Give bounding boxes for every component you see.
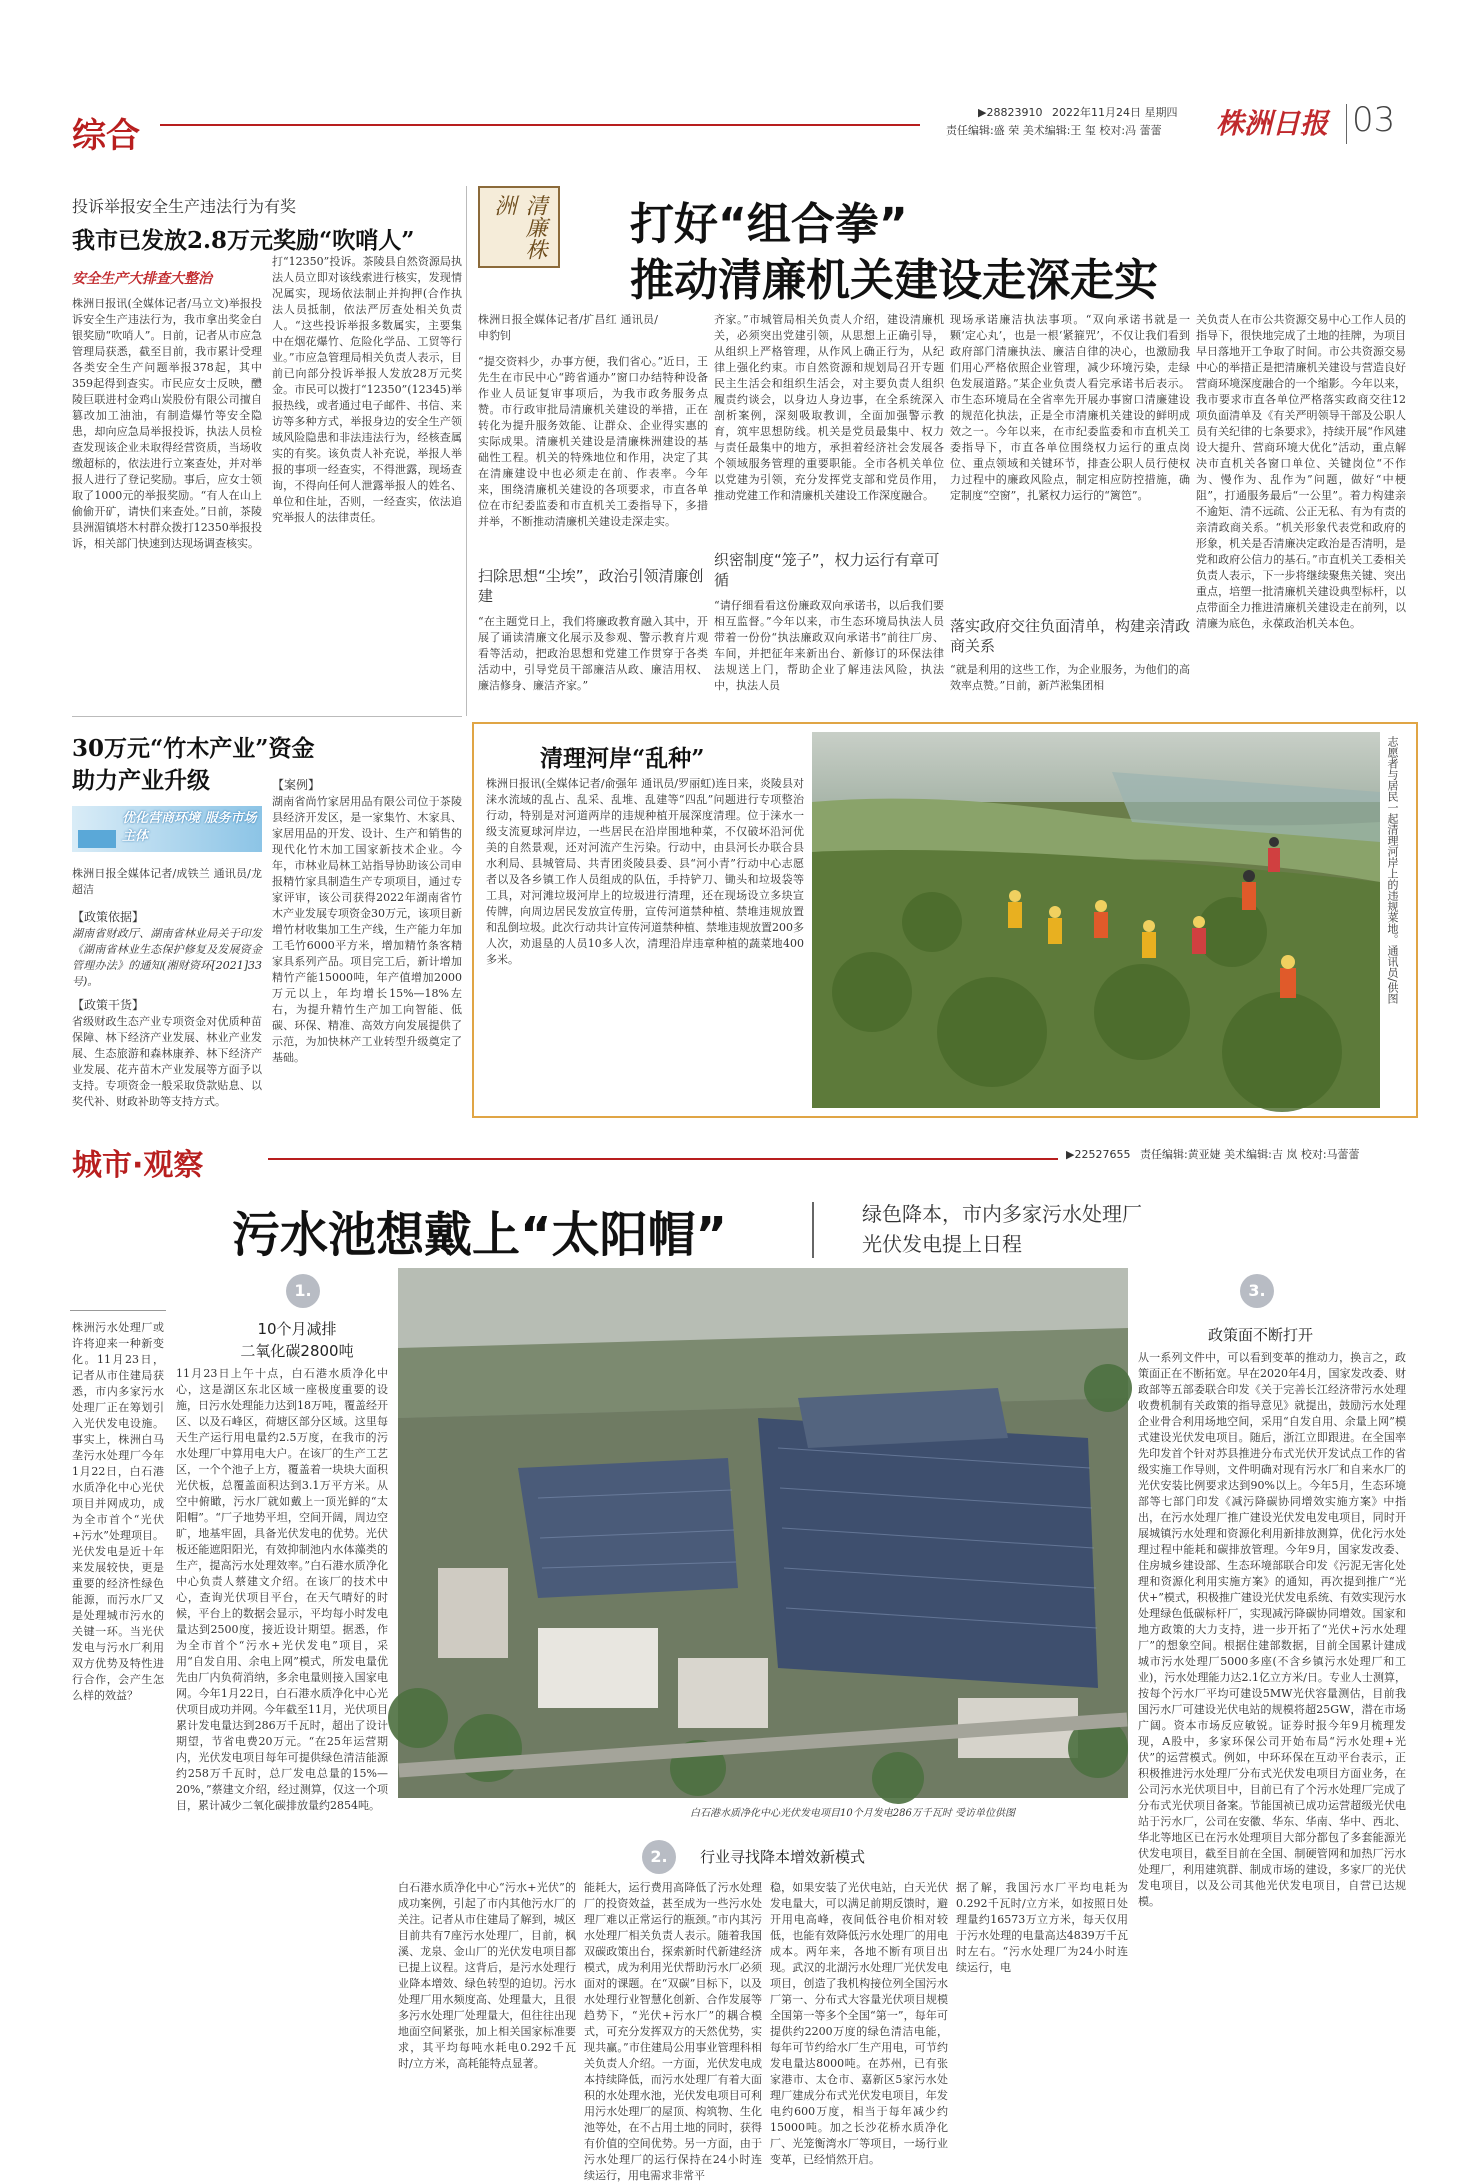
article2-label-dry: 【政策干货】	[72, 998, 145, 1012]
feature1-col1: “提交资料少，办事方便，我们省心。”近日，王先生在市民中心“跨省通办”窗口办结特种设备作业人员证复审事项后，为我市政务服务点赞。市行政审批局清廉机关建设的举措，正在转化为提升服务效能、让群众、企业得实惠的实际成果。清廉机关建设是清廉株洲建设的基础性工程。机关的特殊地位和作用，决定了其在清廉建设中也必须走在前、作表率。今年来，围绕清廉机关建设的各项要求，市直各单位在市纪委监委和市直机关工委指导下，多措并举，不断推动清廉机关建设走深走实。	[478, 355, 708, 528]
riverbank-caption: 志愿者与居民一起清理河岸上的违规菜地。通讯员/供图	[1386, 736, 1399, 1004]
feature2-s1b: 白石港水质净化中心“污水+光伏”的成功案例，引起了市内其他污水厂的关注。记者从市住建局了解到，城区目前共有7座污水处理厂，目前，枫溪、龙泉、金山厂的光伏发电项目都已提上议程。这背后，是污水处理行业降本增效、绿色转型的迫切。污水处理厂用水频度高、处理量大，且很多污水处理厂处理量大，但往往出现地面空间紧张，加上相关国家标准要求，其平均每吨水耗电0.292千瓦时/立方米，高耗能特点显著。	[398, 1881, 576, 2070]
article2-byline: 株洲日报全媒体记者/成铁兰 通讯员/龙超洁	[72, 867, 262, 896]
header-date: 2022年11月24日 星期四	[1051, 106, 1178, 119]
section2-editors: 责任编辑:黄亚婕 美术编辑:吉 岚 校对:马蕾蕾	[1139, 1148, 1360, 1161]
feature1-sub2: 织密制度“笼子”，权力运行有章可循	[714, 551, 940, 589]
safety-logo-text: 安全生产大排查大整治	[72, 271, 212, 287]
header-phone-date	[978, 104, 1177, 120]
section2-meta	[1066, 1146, 1360, 1162]
feature2-title-divider	[812, 1202, 814, 1258]
article2-title2: 助力产业升级	[72, 767, 210, 794]
plant-photo-caption: 白石港水质净化中心光伏发电项目10个月发电286万千瓦时 受访单位供图	[690, 1808, 1015, 1819]
safety-logo	[72, 268, 212, 288]
riverbank-photo-svg	[812, 732, 1380, 1108]
section2-phone: ▶22527655	[1066, 1148, 1131, 1161]
section-label: 综合	[72, 116, 140, 156]
feature2-s2b: 稳，如果安装了光伏电站，白天光伏发电量大，可以满足前期反馈时，避开用电高峰，夜间低谷电价相对较低，也能有效降低污水处理厂的用电成本。两年来，各地不断有项目出现。武汉的北湖污水处理厂光伏发电项目，创造了我机构接位列全国污水厂第一、分布式大容量光伏项目规模全国第一等多个全国“第一”，每年可提供约2200万度的绿色清洁电能，每年可节约给水厂生产用电，可节约发电量达8000吨。在苏州，已有张家港市、太仓市、嘉新区5家污水处理厂建成分布式光伏发电项目，年发电约600万度，相当于每年减少约15000吨。加之长沙花桥水质净化厂、光笼衡湾水厂等项目，一场行业变革，已经悄然开启。	[770, 1881, 948, 2166]
article3-title: 清理河岸“乱种”	[540, 745, 705, 772]
feature1-col2: 齐家。”市城管局相关负责人介绍，建设清廉机关，必须突出党建引领，从思想上正确引导，从组织上严格管理，从作风上确正行为，从纪律上强化约束。市自然资源和规划局召开专题民主生活会和组织生活会，对主要负责人组织履责约谈会，以身边人身边事，在全系统深入剖析案例，深刻吸取教训，全面加强警示教育，筑牢思想防线。机关是党员最集中、权力与责任最集中的地方，承担着经济社会发展各个领域服务管理的重要职能。全市各机关单位以党建为引领，充分发挥党支部和党员作用，推动党建工作和清廉机关建设工作深度融合。	[714, 313, 944, 502]
feature2-s1: 11月23日上午十点，白石港水质净化中心，这是湖区东北区域一座极度重要的设施，日污水处理能力达到18万吨，覆盖经开区、以及石峰区，荷塘区部分区域。这里每天生产运行用电量约2.5万度，在我市的污水处理厂中算用电大户。在该厂的生产工艺区，一个个池子上方，覆盖着一块块大面积光伏板，总覆盖面积达到3.1万平方米。从空中俯瞰，污水厂就如戴上一顶光鲜的“太阳帽”。“厂子地势平坦，空间开阔，周边空旷，地基牢固，具备光伏发电的优势。光伏板还能遮阳阳光，有效抑制池内水体藻类的生产，提高污水处理效率。”白石港水质净化中心负责人蔡建文介绍。在该厂的技术中心，查询光伏项目平台，在天气晴好的时候，平台上的数据会显示，平均每小时发电量达到2500度，接近设计期望。据悉，作为全市首个“污水+光伏发电”项目，采用“自发自用、余电上网”模式，所发电量优先由厂内负荷消纳，多余电量则接入国家电网。今年1月22日，白石港水质净化中心光伏项目成功并网。今年截至11月，光伏项目累计发电量达到286万千瓦时，超出了设计期望，节省电费20万元。“在25年运营期内，光伏发电项目每年可提供绿色清洁能源约258万千瓦时，总厂发电总量的15%—20%，”蔡建文介绍，经过测算，仅这一个项目，累计减少二氧化碳排放量约2854吨。	[176, 1367, 388, 1812]
feature2-h1a: 10个月减排	[257, 1320, 337, 1338]
lead-rule	[70, 1310, 166, 1311]
plant-aerial-photo	[398, 1268, 1128, 1798]
riverbank-photo	[812, 732, 1380, 1108]
article1-kicker: 投诉举报安全生产违法行为有奖	[72, 197, 297, 216]
section-badge-1: 1.	[286, 1274, 320, 1308]
article1-body-b: 打“12350”投诉。茶陵县自然资源局执法人员立即对该线索进行核实，发现情况属实，现场依法制止并拘押(合作执法人员抵制，依法严厉查处相关负责人。“这些投诉举报多数属实，主要集中在烟花爆竹、危险化学品、工贸等行业。”市应急管理局相关负责人表示，目前已向部分投诉举报人发放28万元奖金。市民可以拨打“12350”(12345)举报热线，或者通过电子邮件、书信、来访等多种方式，举报身边的安全生产领域风险隐患和非法违法行为，经核查属实的有奖。该负责人补充说，举报人举报的事项一经查实，不得泄露，现场查询，不得向任何人泄露举报人的姓名、单位和住址，否则，一经查实，依法追究举报人的法律责任。	[272, 255, 462, 524]
plant-aerial-svg	[398, 1268, 1128, 1798]
feature2-h2: 行业寻找降本增效新模式	[700, 1848, 866, 1866]
article2-label-case: 【案例】	[272, 778, 321, 792]
masthead-divider	[1346, 104, 1347, 144]
feature2-s1c-visible: 据了解，我国污水厂平均电耗为0.292千瓦时/立方米，如按照日处理量约16573万立方米，每天仅用于污水处理的电量高达4839万千瓦时左右。“污水处理厂为24小时连续运行，电	[956, 1881, 1128, 1974]
city-skyline-icon	[78, 818, 116, 848]
section-badge-2: 2.	[642, 1840, 676, 1874]
clean-seal	[478, 186, 560, 268]
feature1-title2: 推动清廉机关建设走深走实	[630, 255, 1158, 306]
masthead: 株洲日报	[1216, 107, 1329, 140]
header-phone: ▶28823910	[978, 106, 1043, 119]
feature2-s2: 能耗大，运行费用高降低了污水处理厂的投资效益，甚至成为一些污水处理厂难以正常运行的瓶颈。”市内其污水处理厂相关负责人表示。随着我国双碳政策出台，探索新时代新建经济模式，成为利用光伏帮助污水厂必须面对的课题。在“双碳”目标下，以及水处理行业智慧化创新、合作发展等趋势下，“光伏+污水厂”的耦合模式，可充分发挥双方的天然优势，实现共赢。”市住建局公用事业管理科相关负责人介绍。一方面，光伏发电成本持续降低，而污水处理厂有着大面积的水处理水池，光伏发电项目可利用污水处理厂的屋顶、构筑物、生化池等处，在不占用土地的同时，获得有价值的空间优势。另一方面，由于污水处理厂的运行保持在24小时连续运行，用电需求非常平	[584, 1881, 762, 2182]
feature2-title: 污水池想戴上“太阳帽”	[232, 1207, 728, 1263]
article2-label-policy: 【政策依据】	[72, 910, 145, 924]
divider-article2	[72, 716, 462, 717]
vertical-rule-left	[466, 186, 467, 716]
feature1-col4: 关负责人在市公共资源交易中心工作人员的指导下，很快地完成了土地的挂牌，为项目早日落地开工争取了时间。市公共资源交易中心的举措正是把清廉机关建设与营造良好营商环境深度融合的一个缩影。今年以来，我市要求市直各单位严格落实政商交往12项负面清单及《有关严明领导干部及公职人员有关纪律的七条要求》，持续开展“作风建设大提升、营商环境大优化”活动，重点解决市直机关各窗口单位、关键岗位“不作为、慢作为、乱作为”问题，做好“中梗阻”，打通服务最后“一公里”。着力构建亲不逾矩、清不远疏、公正无私、有为有责的亲清政商关系。“机关形象代表党和政府的形象，机关是否清廉决定政治是否清明，是党和政府公信力的基石。”市直机关工委相关负责人表示，下一步将继续聚焦关键、突出重点，培塑一批清廉机关建设典型标杆，以点带面全力推进清廉机关建设走在前列，以清廉为底色，永葆政治机关本色。	[1196, 313, 1406, 630]
feature2-deck1: 绿色降本，市内多家污水处理厂	[862, 1202, 1142, 1226]
feature1-col1b: “在主题党日上，我们将廉政教育融入其中，开展了诵读清廉文化展示及参观、警示教育片观看等活动，把政治思想和党建工作贯穿于各类活动中，引导党员干部廉洁从政、廉洁用权、廉洁修身、廉洁齐家。”	[478, 615, 708, 692]
feature2-s3: 从一系列文件中，可以看到变革的推动力，换言之，政策面正在不断拓宽。早在2020年4月，国家发改委、财政部等五部委联合印发《关于完善长江经济带污水处理收费机制有关政策的指导意见》就提出，鼓励污水处理企业骨合利用场地空间，采用“自发自用、余量上网”模式建设光伏发电项目。随后，浙江立即跟进。在全国率先印发首个针对苏县推进分布式光伏开发试点工作的省级实施工作导则，文件明确对现有污水厂和自来水厂的光伏安装比例要求达到90%以上。今年5月，生态环境部等七部门印发《减污降碳协同增效实施方案》中指出，在污水处理厂推广建设光伏发电发电项目，同时开展城镇污水处理和资源化利用新排放测算，优化污水处理过程中能耗和碳排放管理。今年9月，国家发改委、住房城乡建设部、生态环境部联合印发《污泥无害化处理和资源化利用实施方案》的通知，再次提到推广“光伏+”模式，积极推广建设光伏发电系统、有效实现污水处理绿色低碳标杆厂，实现减污降碳协同增效。国家和地方政策的大力支持，进一步开拓了“光伏+污水处理厂”的想象空间。根据住建部数据，目前全国累计建成城市污水处理厂5000多座(不含乡镇污水处理厂和工业)，污水处理能力达2.1亿立方米/日。专业人士测算，按每个污水厂平均可建设5MW光伏容量测估，目前我国污水厂可建设光伏电站的规模将超25GW，潜在市场广阔。资本市场反应敏锐。证券时报今年9月梳理发现，A股中，多家环保公司开始布局“污水处理+光伏”的运营模式。例如，中环环保在互动平台表示，正积极推进污水处理厂分布式光伏发电项目方面业务，在公司污水光伏项目中，目前已有了个污水处理厂完成了分布式光伏项目备案。节能国祯已成功运营超级光伏电站于污水厂，公司在安徽、华东、华南、华中、西北、华北等地区已在污水处理项目大部分都包了多套能源光伏发电项目，截至目前在全国、制硬管网和加热厂污水处理厂，利用建筑群、制成市场的建设，多家厂的光伏发电项目，以及公司其他光伏发电项目，自营已达规模。	[1138, 1351, 1406, 1908]
clean-seal-text: 清廉株洲	[491, 194, 547, 260]
section2-label: 城市·观察	[72, 1148, 204, 1183]
feature1-col2b: “请仔细看看这份廉政双向承诺书，以后我们要相互监督。”今年以来，市生态环境局执法人员带着一份份“执法廉政双向承诺书”前往厂房、车间，并把征年来新出台、新修订的环保法律法规送上门，帮助企业了解违法风险，执法中，执法人员	[714, 599, 944, 692]
feature2-h3: 政策面不断打开	[1208, 1326, 1314, 1344]
article1-body-a: 株洲日报讯(全媒体记者/马立文)举报投诉安全生产违法行为，我市拿出奖金白银奖励“吹哨人”。日前，记者从市应急管理局获悉，截至目前，我市累计受理各类安全生产问题举报378起，其中359起得到查实。市民应女士反映，醴陵巨联进村金鸡山炭股份有限公司擅自篡改加工油油，有制造爆竹等安全隐患，却向应急局举报投诉，执法人员检查发现该企业未取得经营资质，当场收缴超标的，依法进行立案查处，并对举报人进行了登记奖励。事后，应女士领取了1000元的举报奖励。“有人在山上偷偷开矿，请快们来查处。”日前，茶陵县洲湄镇塔木村群众拨打12350举报投诉，相关部门快速到达现场调查核实。	[72, 297, 262, 550]
page-number: 03	[1352, 100, 1396, 140]
feature1-sub1: 扫除思想“尘埃”，政治引领清廉创建	[478, 567, 704, 605]
feature1-col3: 现场承诺廉洁执法事项。“双向承诺书就是一颗‘定心丸’，也是一根‘紧箍咒’，不仅让我们看到政府部门清廉执法、廉洁自律的决心，也激励我们用心严格依照企业管理，减少环境污染，走绿色发展道路。”某企业负责人看完承诺书后表示。市生态环境局在全省率先开展办事窗口清廉建设的规范化执法，正是全市清廉机关建设的鲜明成效之一。今年以来，在市纪委监委和市直机关工委指导下，市直各单位围绕权力运行的重点岗位、重点领域和关键环节，排查公职人员行使权力过程中的廉政风险点，制定相应防控措施，确定制度“空窗”，扎紧权力运行的“篱笆”。	[950, 313, 1190, 502]
article2-case: 湖南省尚竹家居用品有限公司位于茶陵县经济开发区，是一家集竹、木家具、家居用品的开发、设计、生产和销售的现代化竹木加工国家新技术企业。今年，市林业局林工站指导协助该公司申报精竹家具制造生产专项项目，通过专家评审，该公司获得2022年湖南省竹木产业发展专项资金30万元，该项目新增竹材收集加工生产线，生产能力年加工毛竹6000平方米，增加精竹条客精家具系列产品。项目完工后，新计增加精竹产能15000吨，年产值增加2000万元以上，年均增长15%—18%左右，为提升精竹生产加工向智能、低碳、环保、精准、高效方向发展提供了示范，为加快林产工业转型升级奠定了基础。	[272, 795, 462, 1064]
section2-rule	[268, 1158, 1058, 1160]
feature2-lead: 株洲污水处理厂或许将迎来一种新变化。11月23日，记者从市住建局获悉，市内多家污水处理厂正在筹划引入光伏发电设施。事实上，株洲白马垄污水处理厂今年1月22日，白石港水质净化中心光伏项目并网成功，成为全市首个“光伏+污水”处理项目。光伏发电是近十年来发展较快，更是重要的经济性绿色能源，而污水厂又是处理城市污水的关键一环。当光伏发电与污水厂利用双方优势及特性进行合作，会产生怎么样的效益？	[72, 1321, 164, 1702]
article2-dry: 省级财政生态产业专项资金对优质种苗保障、林下经济产业发展、林业产业发展、生态旅游和森林康养、林下经济产业发展、花卉苗木产业发展等方面予以支持。专项资金一般采取贷款贴息、以奖代补、财政补助等支持方式。	[72, 1015, 262, 1108]
feature2-deck2: 光伏发电提上日程	[862, 1232, 1022, 1256]
feature1-byline: 株洲日报全媒体记者/扩昌红 通讯员/申豹钊	[478, 313, 658, 342]
header-editors: 责任编辑:盛 荣 美术编辑:王 玺 校对:冯 蕾蕾	[946, 124, 1162, 137]
article2-title1: 30万元“竹木产业”资金	[72, 735, 315, 762]
business-banner	[72, 806, 262, 852]
article3-body: 株洲日报讯(全媒体记者/俞强年 通讯员/罗丽虹)连日来，炎陵县对涞水流域的乱占、乱采、乱堆、乱建等“四乱”问题进行专项整治行动，特别是对河道两岸的违规种植开展深度清理。位于涞水一级支流夏球河岸边，一些居民在沿岸围地种菜，不仅破坏沿河优美的自然景观，还对河流产生污染。行动中，由县河长办联合县水利局、县城管局、共青团炎陵县委、县“河小青”行动中心志愿者以及各乡镇工作人员组成的队伍，手持铲刀、锄头和垃圾袋等工具，对河滩垃圾河岸上的垃圾进行清理，还在现场设立多块宣传牌，向周边居民发放宣传册，宣传河道禁种植、禁堆违规放置和乱倒垃圾。此次行动共计宣传河道禁种植、禁堆违规放置200多人次，劝退垦的人员10多人次，清理沿岸违章种植的蔬菜地400多米。	[486, 777, 804, 966]
header-rule	[160, 124, 920, 126]
business-banner-text: 优化营商环境 服务市场主体	[122, 811, 257, 844]
section-badge-3: 3.	[1240, 1274, 1274, 1308]
article1-title: 我市已发放2.8万元奖励“吹哨人”	[72, 227, 415, 254]
feature1-sub3: 落实政府交往负面清单，构建亲清政商关系	[950, 617, 1191, 655]
feature2-h1b: 二氧化碳2800吨	[240, 1342, 354, 1360]
feature1-title1: 打好“组合拳”	[630, 199, 908, 250]
article2-policy: 湖南省财政厅、湖南省林业局关于印发《湖南省林业生态保护修复及发展资金管理办法》的通知(湘财资环[2021]33号)。	[72, 927, 262, 988]
feature1-col3b: “就是利用的这些工作，为企业服务，为他们的高效率点赞。”日前，新芦淞集团相	[950, 663, 1190, 692]
